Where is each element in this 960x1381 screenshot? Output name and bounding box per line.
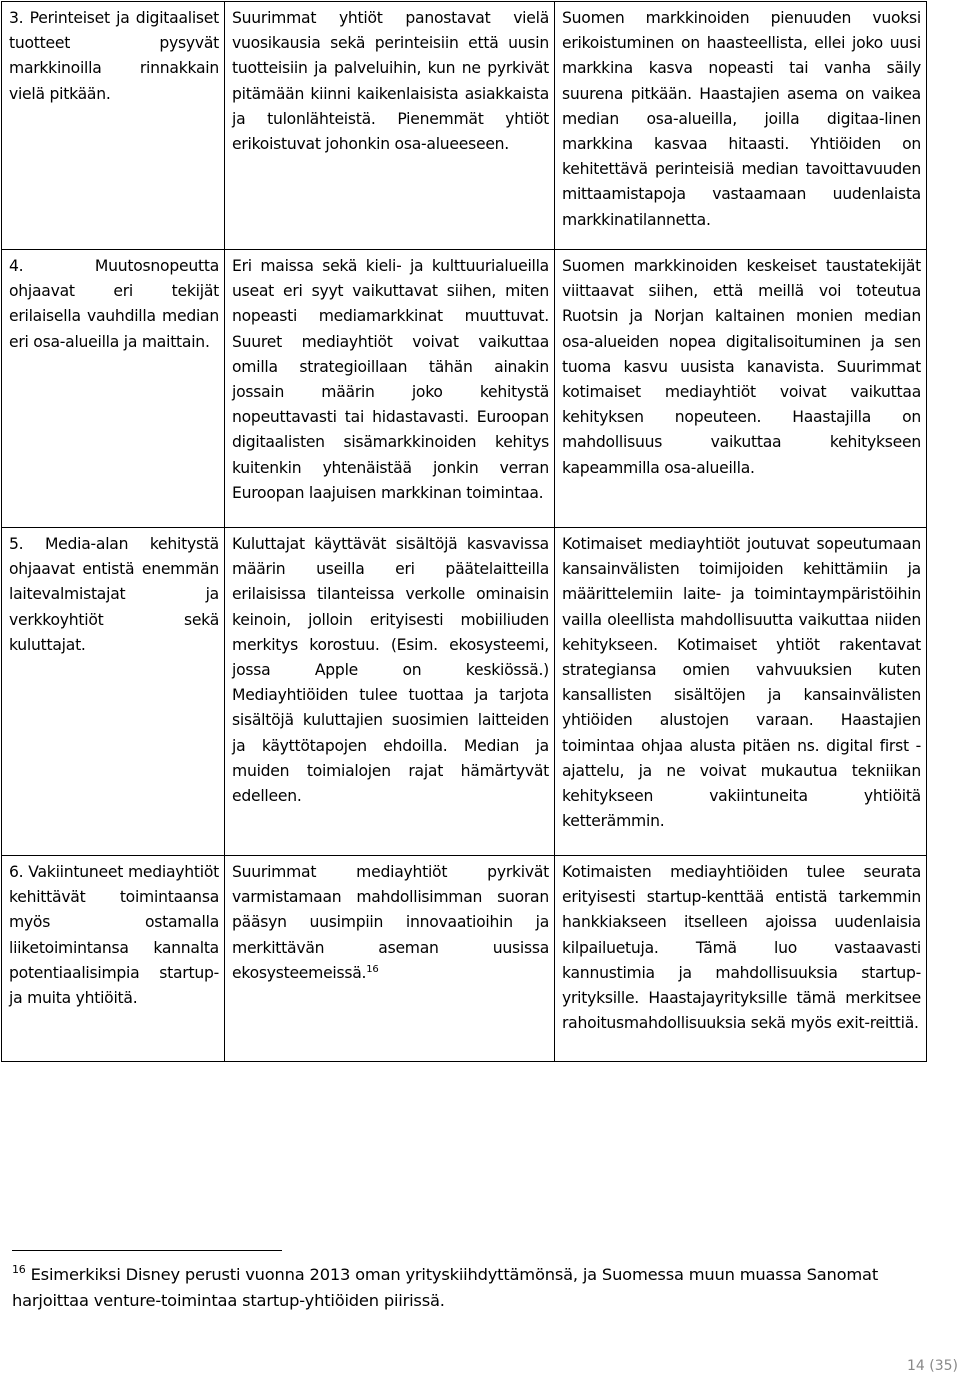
finland-text: Kotimaisten mediayhtiöiden tulee seurata erityisesti startup-kenttää entistä tarkemmin hankkiakseen itselleen ajoissa uudenlaisia kilpailuetuja. Tämä luo vastaavasti kannustimia ja mahdollisuuksia startup-yrityksille. Haastajayrityksille tämä merkitsee rahoitusmahdollisuuksia sekä myös exit-reittiä. [562,863,921,1033]
description-cell [225,250,555,528]
table-row [2,856,927,1062]
footnote [12,1262,912,1314]
footnote-text: Esimerkiksi Disney perusti vuonna 2013 oman yrityskiihdyttämönsä, ja Suomessa muun muassa Sanomat harjoittaa venture-toimintaa startup-yhtiöiden piirissä. [12,1265,879,1310]
finland-text: Suomen markkinoiden pienuuden vuoksi erikoistuminen on haasteellista, ellei joko uusi markkina kasva nopeasti tai vanha säily suurena pitkään. Haastajien asema on vaikea median osa-alueilla, joilla digitaa-linen markkina kasvaa hitaasti. Yhtiöiden on kehitettävä perinteisiä median tavoittavuuden mittaamistapoja vastaamaan uudenlaista markkinatilannetta. [562,9,921,229]
finland-text: Suomen markkinoiden keskeiset taustatekijät viittaavat siihen, että meillä voi toteutua Ruotsin ja Norjan kaltainen monien median osa-alueiden nopea digitalisoituminen ja sen tuoma kasvu uusista kanavista. Suurimmat kotimaiset mediayhtiöt voivat vaikuttaa kehityksen nopeuteen. Haastajilla on mahdollisuus vaikuttaa kehitykseen kapeammilla osa-alueilla. [562,257,921,477]
description-text: Kuluttajat käyttävät sisältöjä kasvavissa määrin useilla eri päätelaitteilla erilaisissa tilanteissa verkolle ominaisin keinoin, jolloin erityisesti mobiiliuden merkitys korostuu. (Esim. ekosysteemi, jossa Apple on keskiössä.) Mediayhtiöiden tulee tuottaa ja tarjota sisältöjä kuluttajien suosimien laitteiden ja käyttötapojen ehdoilla. Median ja muiden toimialojen rajat hämärtyvät edelleen. [232,535,549,806]
claim-cell [2,250,225,528]
table-row [2,2,927,250]
claim-text: 4. Muutosnopeutta ohjaavat eri tekijät erilaisella vauhdilla median eri osa-alueilla ja maittain. [9,257,219,351]
finland-cell [555,2,927,250]
table-row [2,528,927,856]
table-row [2,250,927,528]
finland-cell [555,856,927,1062]
claim-text: 6. Vakiintuneet mediayhtiöt kehittävät toimintaansa myös ostamalla liiketoimintansa kannalta potentiaalisimpia startup- ja muita yhtiöitä. [9,863,219,1008]
description-cell [225,856,555,1062]
claim-text: 3. Perinteiset ja digitaaliset tuotteet pysyvät markkinoilla rinnakkain vielä pitkään. [9,9,219,103]
findings-table [1,1,927,1062]
footnote-separator [12,1250,282,1251]
claim-cell [2,856,225,1062]
description-text: Suurimmat yhtiöt panostavat vielä vuosikausia sekä perinteisiin että uusin tuotteisiin ja palveluihin, kun ne pyrkivät pitämään kiinni kaikenlaisista asiakkaista ja tulonlähteistä. Pienemmät yhtiöt erikoistuvat johonkin osa-alueeseen. [232,9,549,154]
claim-text: 5. Media-alan kehitystä ohjaavat entistä enemmän laitevalmistajat ja verkkoyhtiöt sekä kuluttajat. [9,535,219,654]
finland-cell [555,250,927,528]
claim-cell [2,528,225,856]
claim-cell [2,2,225,250]
footnote-number: 16 [12,1263,26,1276]
description-cell [225,2,555,250]
description-text: Suurimmat mediayhtiöt pyrkivät varmistamaan mahdollisimman suoran pääsyn uusimpiin innovaatioihin ja merkittävän aseman uusissa ekosysteemeissä.$^{16}$ [232,863,549,982]
page-number: 14 (35) [906,1358,958,1374]
footnote-reference[interactable]: 16 [366,963,379,975]
description-cell [225,528,555,856]
finland-cell [555,528,927,856]
description-text: Eri maissa sekä kieli- ja kulttuurialueilla useat eri syyt vaikuttavat siihen, miten nopeasti mediamarkkinat muuttuvat. Suuret mediayhtiöt voivat vaikuttaa omilla strategioillaan tähän ainakin jossain määrin joko kehitystä nopeuttavasti tai hidastavasti. Euroopan digitaalisten sisämarkkinoiden kehitys kuitenkin yhtenäistää jonkin verran Euroopan laajuisen markkinan toimintaa. [232,257,549,502]
finland-text: Kotimaiset mediayhtiöt joutuvat sopeutumaan kansainvälisten toimijoiden kehittämiin ja määrittelemiin laite- ja toimintaympäristöihin vailla oleellista mahdollisuutta vaikuttaa niiden kehitykseen. Kotimaiset yhtiöt rakentavat strategiansa omien vahvuuksien kuten kansallisten sisältöjen ja kansainvälisten yhtiöiden alustojen varaan. Haastajien toimintaa ohjaa alusta pitäen ns. digital first -ajattelu, ja ne voivat mukautua tekniikan kehitykseen vakiintuneita yhtiöitä ketterämmin. [562,535,921,831]
